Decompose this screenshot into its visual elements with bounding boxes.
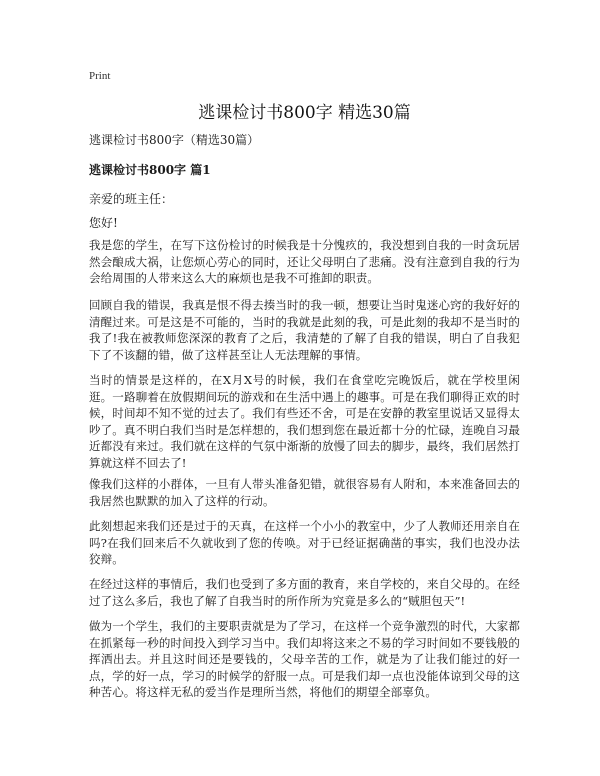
greeting: 您好!	[89, 216, 118, 230]
print-link[interactable]: Print	[89, 70, 111, 82]
paragraph-6: 在经过这样的事情后，我们也受到了多方面的教育，来自学校的，来自父母的。在经过了这么多后，我也了解了自我当时的所作所为究竟是多么的“贼胆包天”!	[89, 577, 520, 608]
paragraph-2: 回顾自我的错误，我真是恨不得去揍当时的我一顿，想要让当时鬼迷心窍的我好好的清醒过来。可是这是不可能的，当时的我就是此刻的我，可是此刻的我却不是当时的我了!我在被教师您深深的教育了之后，我清楚的了解了自我的错误，明白了自我犯下了不该翻的错，做了这样甚至让人无法理解的事情。	[89, 298, 520, 362]
paragraph-7: 做为一个学生，我们的主要职责就是为了学习，在这样一个竞争激烈的时代，大家都在抓紧每一秒的时间投入到学习当中。我们却将这来之不易的学习时间如不要钱般的挥洒出去。并且这时间还是要钱的，父母辛苦的工作，就是为了让我们能过的好一点，学的好一点，学习的时候学的舒服一点。可是我们却一点也没能体谅到父母的这种苦心。将这样无私的爱当作是理所当然，将他们的期望全部辜负。	[89, 619, 520, 699]
paragraph-4: 像我们这样的小群体，一旦有人带头准备犯错，就很容易有人附和，本来准备回去的我居然也默默的加入了这样的行动。	[89, 477, 520, 508]
paragraph-3: 当时的情景是这样的，在X月X号的时候，我们在食堂吃完晚饭后，就在学校里闲逛。一路聊着在放假期间玩的游戏和在生活中遇上的趣事。可是在我们聊得正欢的时候，时间却不知不觉的过去了。我们有些还不舍，可是在安静的教室里说话又显得太吵了。真不明白我们当时是怎样想的，我们想到您在最近都十分的忙碌，连晚自习最近都没有来过。我们就在这样的气氛中渐渐的放慢了回去的脚步，最终，我们居然打算就这样不回去了!	[89, 373, 520, 470]
salutation: 亲爱的班主任：	[89, 192, 174, 206]
document-subtitle: 逃课检讨书800字（精选30篇）	[89, 133, 260, 147]
page-title: 逃课检讨书800字 精选30篇	[198, 103, 411, 123]
paragraph-1: 我是您的学生，在写下这份检讨的时候我是十分愧疚的，我没想到自我的一时贪玩居然会酿成大祸，让您烦心劳心的同时，还让父母明白了悲痛。没有注意到自我的行为会给周围的人带来这么大的麻烦也是我不可推卸的职责。	[89, 238, 520, 285]
paragraph-5: 此刻想起来我们还是过于的天真，在这样一个小小的教室中，少了人教师还用亲自在吗?在我们回来后不久就收到了您的传唤。对于已经证据确凿的事实，我们也没办法狡辩。	[89, 519, 520, 566]
section-heading: 逃课检讨书800字 篇1	[89, 163, 211, 177]
